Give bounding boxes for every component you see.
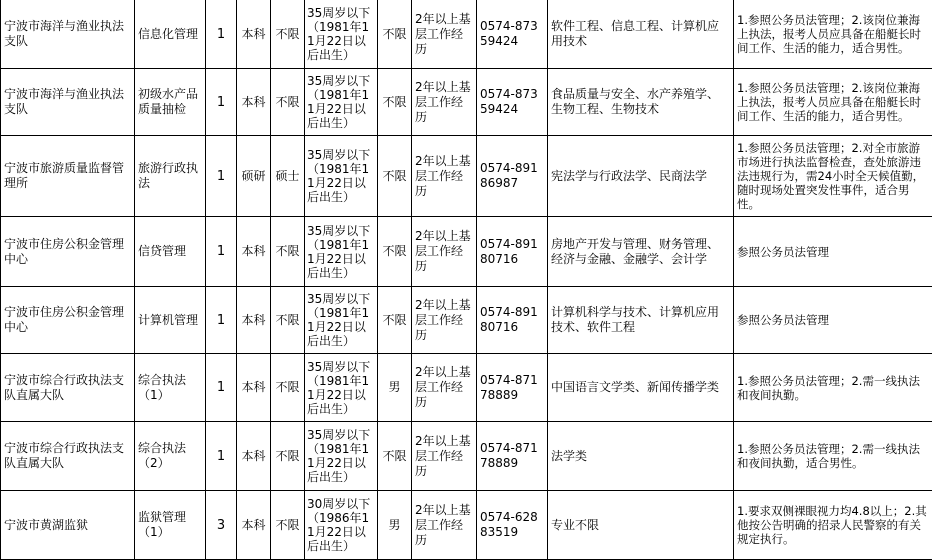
age-requirement-cell[interactable]: 35周岁以下（1981年11月22日以后出生）: [305, 354, 378, 422]
org-cell[interactable]: 宁波市黄湖监狱: [1, 491, 135, 560]
notes-cell[interactable]: 1.参照公务员法管理；2.需一线执法和夜间执勤，适合男性。: [734, 422, 932, 491]
position-cell[interactable]: 综合执法（2）: [135, 422, 206, 491]
org-cell[interactable]: 宁波市旅游质量监督管理所: [1, 136, 135, 217]
degree-cell[interactable]: 不限: [271, 69, 305, 136]
degree-cell[interactable]: 不限: [271, 354, 305, 422]
major-cell[interactable]: 法学类: [548, 422, 734, 491]
org-cell[interactable]: 宁波市住房公积金管理中心: [1, 287, 135, 354]
phone-cell[interactable]: 0574-87178889: [477, 422, 548, 491]
count-cell[interactable]: 1: [206, 136, 237, 217]
gender-cell[interactable]: 不限: [378, 69, 412, 136]
notes-cell[interactable]: 1.参照公务员法管理；2.该岗位兼海上执法，报考人员应具备在船艇长时间工作、生活的能力，适合男性。: [734, 69, 932, 136]
gender-cell[interactable]: 不限: [378, 136, 412, 217]
position-cell[interactable]: 计算机管理: [135, 287, 206, 354]
notes-cell[interactable]: 参照公务员法管理: [734, 217, 932, 287]
education-cell[interactable]: 本科: [237, 69, 271, 136]
degree-cell[interactable]: 不限: [271, 287, 305, 354]
age-requirement-cell[interactable]: 30周岁以下（1986年11月22日以后出生）: [305, 491, 378, 560]
position-cell[interactable]: 旅游行政执法: [135, 136, 206, 217]
education-cell[interactable]: 硕研: [237, 136, 271, 217]
table-row: [1, 0, 932, 69]
table-row: [1, 422, 932, 491]
count-cell[interactable]: 1: [206, 354, 237, 422]
table-row: [1, 354, 932, 422]
education-cell[interactable]: 本科: [237, 0, 271, 69]
position-cell[interactable]: 监狱管理（1）: [135, 491, 206, 560]
degree-cell[interactable]: 不限: [271, 491, 305, 560]
degree-cell[interactable]: 不限: [271, 422, 305, 491]
gender-cell[interactable]: 不限: [378, 422, 412, 491]
education-cell[interactable]: 本科: [237, 287, 271, 354]
org-cell[interactable]: 宁波市海洋与渔业执法支队: [1, 0, 135, 69]
education-cell[interactable]: 本科: [237, 422, 271, 491]
table-row: [1, 287, 932, 354]
major-cell[interactable]: 专业不限: [548, 491, 734, 560]
degree-cell[interactable]: 不限: [271, 0, 305, 69]
experience-cell[interactable]: 2年以上基层工作经历: [412, 69, 477, 136]
notes-cell[interactable]: 1.要求双侧裸眼视力均4.8以上；2.其他按公告明确的招录人民警察的有关规定执行。: [734, 491, 932, 560]
age-requirement-cell[interactable]: 35周岁以下（1981年11月22日以后出生）: [305, 136, 378, 217]
table-row: [1, 136, 932, 217]
table-row: [1, 491, 932, 560]
org-cell[interactable]: 宁波市综合行政执法支队直属大队: [1, 422, 135, 491]
experience-cell[interactable]: 2年以上基层工作经历: [412, 491, 477, 560]
major-cell[interactable]: 宪法学与行政法学、民商法学: [548, 136, 734, 217]
experience-cell[interactable]: 2年以上基层工作经历: [412, 0, 477, 69]
education-cell[interactable]: 本科: [237, 491, 271, 560]
position-cell[interactable]: 信息化管理: [135, 0, 206, 69]
table-row: [1, 69, 932, 136]
age-requirement-cell[interactable]: 35周岁以下（1981年11月22日以后出生）: [305, 217, 378, 287]
org-cell[interactable]: 宁波市综合行政执法支队直属大队: [1, 354, 135, 422]
count-cell[interactable]: 1: [206, 287, 237, 354]
notes-cell[interactable]: 1.参照公务员法管理；2.该岗位兼海上执法，报考人员应具备在船艇长时间工作、生活的能力，适合男性。: [734, 0, 932, 69]
position-cell[interactable]: 信贷管理: [135, 217, 206, 287]
phone-cell[interactable]: 0574-89186987: [477, 136, 548, 217]
major-cell[interactable]: 食品质量与安全、水产养殖学、生物工程、生物技术: [548, 69, 734, 136]
major-cell[interactable]: 中国语言文学类、新闻传播学类: [548, 354, 734, 422]
gender-cell[interactable]: 不限: [378, 287, 412, 354]
major-cell[interactable]: 计算机科学与技术、计算机应用技术、软件工程: [548, 287, 734, 354]
major-cell[interactable]: 软件工程、信息工程、计算机应用技术: [548, 0, 734, 69]
degree-cell[interactable]: 硕士: [271, 136, 305, 217]
age-requirement-cell[interactable]: 35周岁以下（1981年11月22日以后出生）: [305, 69, 378, 136]
notes-cell[interactable]: 1.参照公务员法管理；2.对全市旅游市场进行执法监督检查，查处旅游违法违规行为，需24小时全天候值勤，随时现场处置突发性事件，适合男性。: [734, 136, 932, 217]
count-cell[interactable]: 1: [206, 0, 237, 69]
gender-cell[interactable]: 不限: [378, 217, 412, 287]
phone-cell[interactable]: 0574-87359424: [477, 0, 548, 69]
major-cell[interactable]: 房地产开发与管理、财务管理、经济与金融、金融学、会计学: [548, 217, 734, 287]
experience-cell[interactable]: 2年以上基层工作经历: [412, 354, 477, 422]
phone-cell[interactable]: 0574-89180716: [477, 217, 548, 287]
age-requirement-cell[interactable]: 35周岁以下（1981年11月22日以后出生）: [305, 422, 378, 491]
experience-cell[interactable]: 2年以上基层工作经历: [412, 287, 477, 354]
experience-cell[interactable]: 2年以上基层工作经历: [412, 422, 477, 491]
age-requirement-cell[interactable]: 35周岁以下（1981年11月22日以后出生）: [305, 0, 378, 69]
phone-cell[interactable]: 0574-87178889: [477, 354, 548, 422]
education-cell[interactable]: 本科: [237, 217, 271, 287]
org-cell[interactable]: 宁波市海洋与渔业执法支队: [1, 69, 135, 136]
gender-cell[interactable]: 男: [378, 354, 412, 422]
gender-cell[interactable]: 男: [378, 491, 412, 560]
table-row: [1, 217, 932, 287]
experience-cell[interactable]: 2年以上基层工作经历: [412, 217, 477, 287]
age-requirement-cell[interactable]: 35周岁以下（1981年11月22日以后出生）: [305, 287, 378, 354]
count-cell[interactable]: 3: [206, 491, 237, 560]
count-cell[interactable]: 1: [206, 422, 237, 491]
phone-cell[interactable]: 0574-87359424: [477, 69, 548, 136]
count-cell[interactable]: 1: [206, 217, 237, 287]
notes-cell[interactable]: 1.参照公务员法管理；2.需一线执法和夜间执勤。: [734, 354, 932, 422]
gender-cell[interactable]: 不限: [378, 0, 412, 69]
phone-cell[interactable]: 0574-89180716: [477, 287, 548, 354]
degree-cell[interactable]: 不限: [271, 217, 305, 287]
notes-cell[interactable]: 参照公务员法管理: [734, 287, 932, 354]
count-cell[interactable]: 1: [206, 69, 237, 136]
position-cell[interactable]: 综合执法（1）: [135, 354, 206, 422]
experience-cell[interactable]: 2年以上基层工作经历: [412, 136, 477, 217]
phone-cell[interactable]: 0574-62883519: [477, 491, 548, 560]
education-cell[interactable]: 本科: [237, 354, 271, 422]
org-cell[interactable]: 宁波市住房公积金管理中心: [1, 217, 135, 287]
position-cell[interactable]: 初级水产品质量抽检: [135, 69, 206, 136]
